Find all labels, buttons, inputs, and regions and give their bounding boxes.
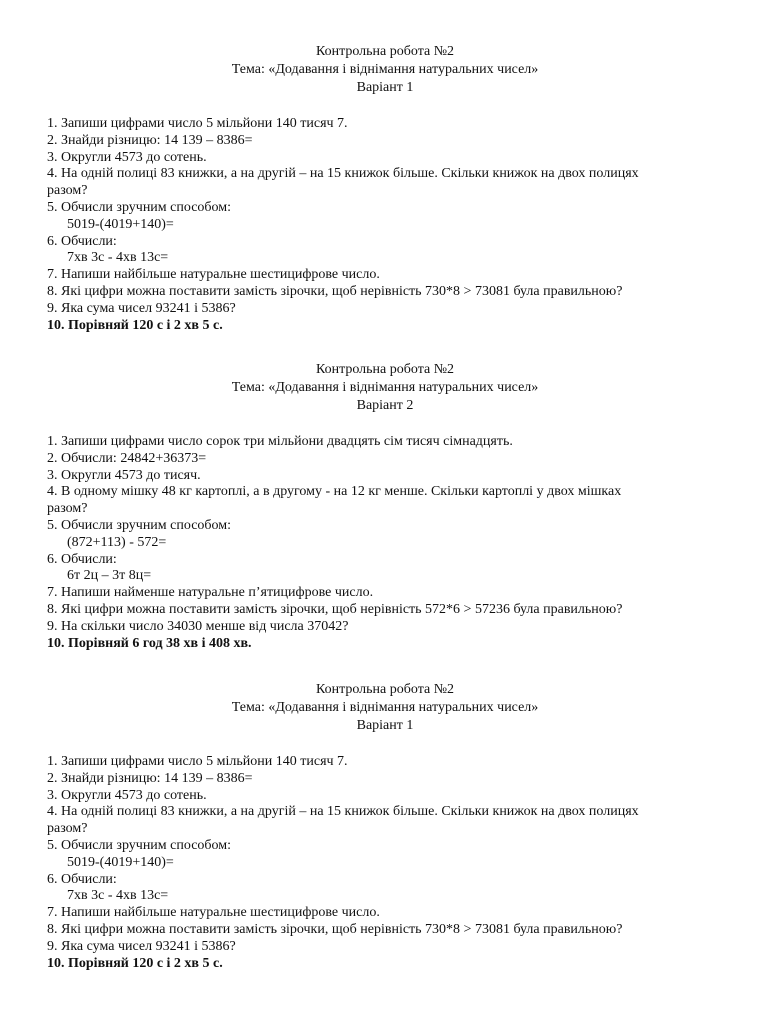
task-line: 7. Напиши найменше натуральне п’ятицифрове число.: [47, 585, 374, 601]
test-topic: Тема: «Додавання і віднімання натуральних чисел»: [231, 62, 539, 77]
task-line: разом?: [47, 821, 88, 837]
task-list: [47, 754, 737, 972]
task-expression: 5019-(4019+140)=: [67, 854, 174, 870]
task-line: 6. Обчисли:: [47, 551, 117, 567]
task-line: 7. Напиши найбільше натуральне шестицифрове число.: [47, 267, 380, 283]
test-title: Контрольна робота №2: [315, 682, 455, 697]
test-title: Контрольна робота №2: [315, 44, 455, 59]
test-title: Контрольна робота №2: [315, 362, 455, 377]
task-line: 5. Обчисли зручним способом:: [47, 199, 232, 215]
task-line: 3. Округли 4573 до сотень.: [47, 787, 207, 803]
task-line: 8. Які цифри можна поставити замість зірочки, щоб нерівність 572*6 > 57236 була правильною?: [47, 601, 623, 617]
variant-label: Варіант 1: [356, 718, 414, 733]
test-variant-block: [47, 681, 737, 972]
task-line: 9. Яка сума чисел 93241 і 5386?: [47, 938, 236, 954]
task-line: разом?: [47, 501, 88, 517]
task-line: 4. На одній полиці 83 книжки, а на другій – на 15 книжок більше. Скільки книжок на двох полицях: [47, 166, 639, 182]
task-line: 6. Обчисли:: [47, 233, 117, 249]
task-line: 1. Запиши цифрами число 5 мільйони 140 тисяч 7.: [47, 754, 348, 769]
task-line-bold: 10. Порівняй 120 с і 2 хв 5 с.: [47, 955, 223, 971]
task-line: разом?: [47, 183, 88, 199]
task-line: 2. Знайди різницю: 14 139 – 8386=: [47, 770, 253, 786]
task-line: 9. Яка сума чисел 93241 і 5386?: [47, 300, 236, 316]
task-expression: 6т 2ц – 3т 8ц=: [67, 568, 152, 584]
test-variant-block: [47, 361, 737, 652]
variant-header: [47, 43, 723, 97]
variant-label: Варіант 1: [356, 80, 414, 95]
task-line: 8. Які цифри можна поставити замість зірочки, щоб нерівність 730*8 > 73081 була правильною?: [47, 921, 623, 937]
task-line: 8. Які цифри можна поставити замість зірочки, щоб нерівність 730*8 > 73081 була правильною?: [47, 283, 623, 299]
test-topic: Тема: «Додавання і віднімання натуральних чисел»: [231, 380, 539, 395]
task-line: 7. Напиши найбільше натуральне шестицифрове число.: [47, 905, 380, 921]
test-topic: Тема: «Додавання і віднімання натуральних чисел»: [231, 700, 539, 715]
task-line: 4. На одній полиці 83 книжки, а на другій – на 15 книжок більше. Скільки книжок на двох полицях: [47, 804, 639, 820]
test-variant-block: [47, 43, 737, 334]
task-line: 3. Округли 4573 до сотень.: [47, 149, 207, 165]
task-line: 9. На скільки число 34030 менше від числа 37042?: [47, 618, 349, 634]
task-line: 3. Округли 4573 до тисяч.: [47, 467, 201, 483]
task-expression: (872+113) - 572=: [67, 534, 167, 550]
task-expression: 7хв 3с - 4хв 13с=: [67, 250, 169, 266]
task-line-bold: 10. Порівняй 120 с і 2 хв 5 с.: [47, 317, 223, 333]
task-line: 2. Обчисли: 24842+36373=: [47, 450, 207, 466]
task-expression: 5019-(4019+140)=: [67, 216, 174, 232]
task-line: 6. Обчисли:: [47, 871, 117, 887]
task-list: [47, 434, 737, 652]
variant-label: Варіант 2: [356, 398, 414, 413]
task-line: 1. Запиши цифрами число сорок три мільйони двадцять сім тисяч сімнадцять.: [47, 434, 513, 449]
task-expression: 7хв 3с - 4хв 13с=: [67, 888, 169, 904]
task-line: 5. Обчисли зручним способом:: [47, 837, 232, 853]
task-line: 1. Запиши цифрами число 5 мільйони 140 тисяч 7.: [47, 116, 348, 131]
variant-header: [47, 681, 723, 735]
task-line: 5. Обчисли зручним способом:: [47, 517, 232, 533]
task-line: 4. В одному мішку 48 кг картоплі, а в другому - на 12 кг менше. Скільки картоплі у двох мішках: [47, 484, 622, 500]
task-line: 2. Знайди різницю: 14 139 – 8386=: [47, 132, 253, 148]
task-line-bold: 10. Порівняй 6 год 38 хв і 408 хв.: [47, 635, 252, 651]
task-list: [47, 116, 737, 334]
variant-header: [47, 361, 723, 415]
